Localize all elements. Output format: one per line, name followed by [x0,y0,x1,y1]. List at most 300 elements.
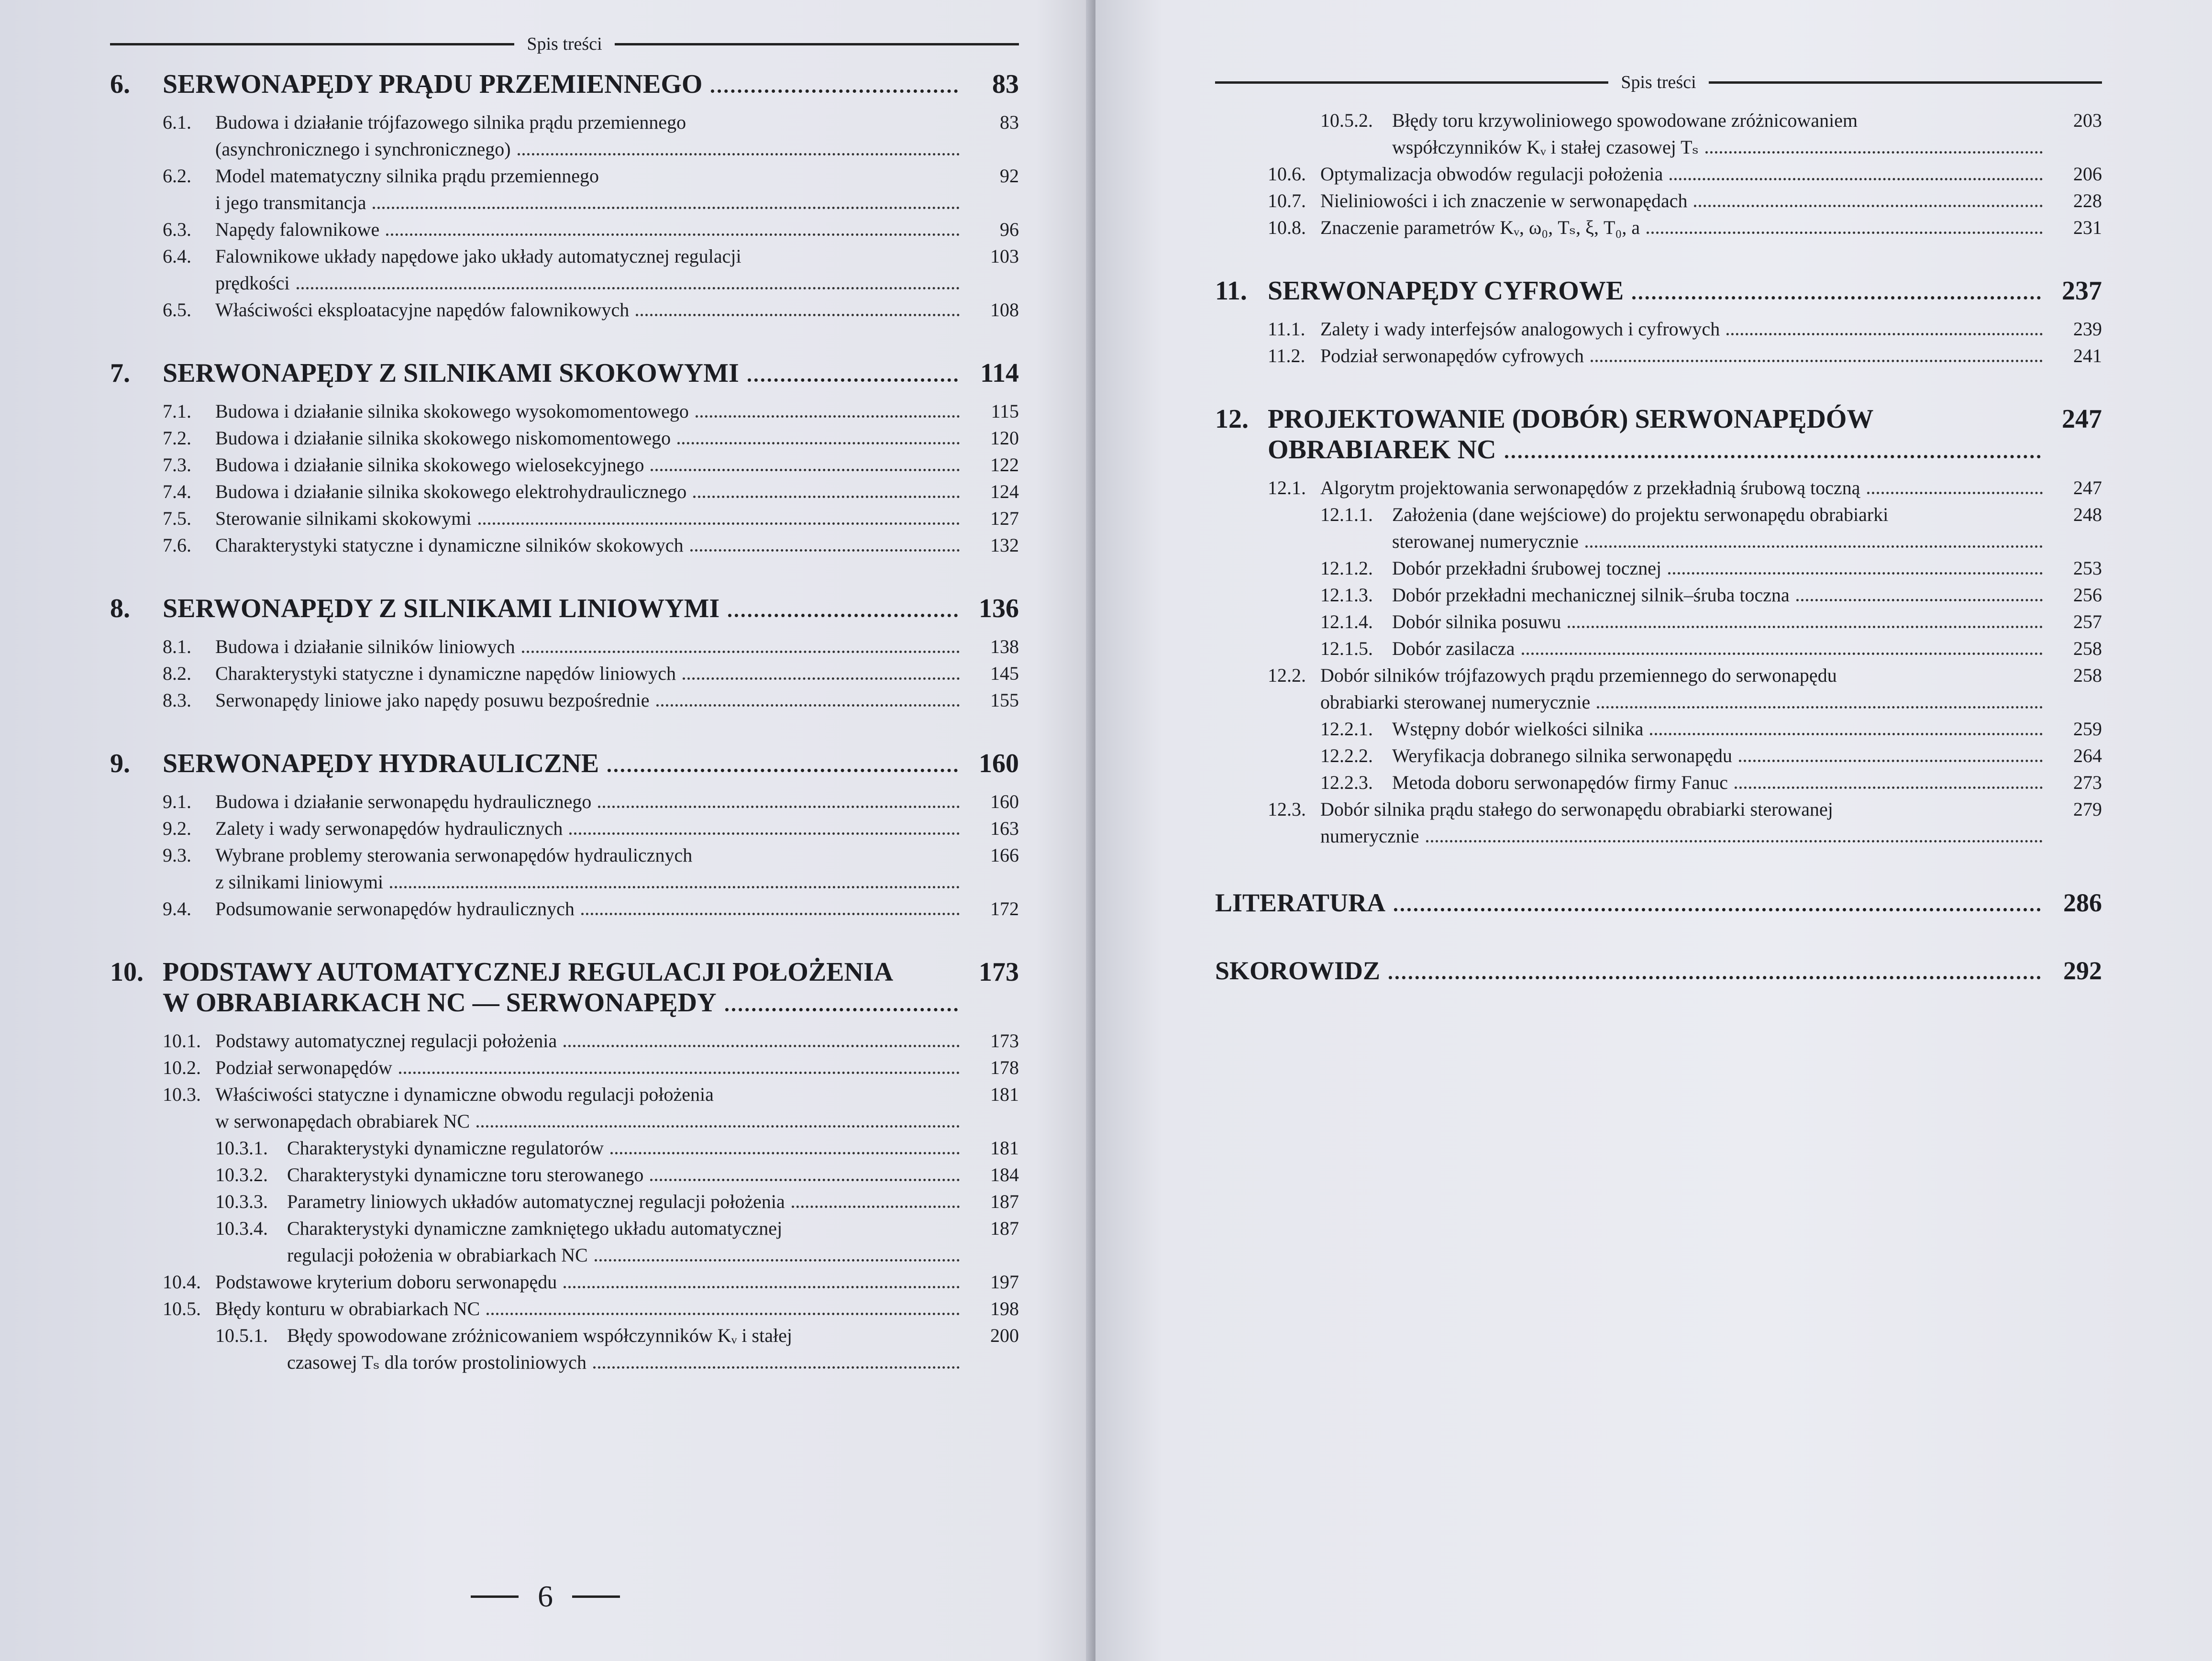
toc-entry [1215,716,2102,742]
back-matter-title: LITERATURA [1215,888,1386,917]
entry-title-text: Znaczenie parametrów Kᵥ, ω₀, Tₛ, ξ, T₀, a [1320,217,1640,238]
running-head-left [110,33,1019,55]
entry-number: 9.3. [163,844,191,866]
entry-page: 108 [990,299,1019,321]
entry-page: 120 [990,427,1019,449]
entry-title-text: Charakterystyki statyczne i dynamiczne napędów liniowych [215,663,676,684]
entry-title-line: Dobór silników trójfazowych prądu przemiennego do serwonapędu [1320,664,1837,686]
entry-page: 124 [990,481,1019,502]
back-matter-entry [1215,956,2102,986]
back-matter-entry [1215,888,2102,918]
entry-page: 197 [990,1271,1019,1293]
dot-leader [1591,360,2043,362]
chapter-page: 160 [979,749,1019,778]
chapter-page: 83 [992,69,1019,99]
chapter-title [1268,276,2049,306]
dot-leader [478,522,960,525]
chapter-heading [110,593,1019,624]
dot-leader [595,1259,960,1262]
entry-number: 7.3. [163,454,191,476]
entry-page: 96 [1000,219,1019,240]
entry-title [215,216,966,243]
toc-entry [110,1322,1019,1376]
dot-leader [1632,296,2041,299]
entry-number: 9.4. [163,898,191,919]
chapter-title-line: W OBRABIARKACH NC — SERWONAPĘDY [163,988,717,1018]
dot-leader [1705,151,2043,154]
chapter-number: 7. [110,358,130,388]
chapter-heading [110,358,1019,388]
entry-title-text: Dobór przekładni śrubowej tocznej [1392,557,1662,579]
entry-title-text: Budowa i działanie silnika skokowego elektrohydraulicznego [215,481,687,502]
entry-title-line: obrabiarki sterowanej numerycznie [1320,691,1591,713]
back-matter-title: SKOROWIDZ [1215,956,1381,985]
dot-leader [1670,178,2043,180]
entry-page: 187 [990,1191,1019,1212]
dot-leader [1522,653,2043,655]
toc-entry [110,1135,1019,1162]
entry-page: 181 [990,1084,1019,1105]
toc-entry [110,243,1019,297]
dot-leader [593,1366,960,1369]
entry-title [215,842,966,896]
dot-leader [1389,976,2041,979]
entry-title-line [1320,823,2049,850]
dot-leader [696,415,960,418]
entry-page: 203 [2073,110,2102,131]
toc-entry [1215,107,2102,161]
dot-leader [373,207,960,209]
entry-page: 264 [2073,745,2102,766]
dot-leader [1597,706,2043,709]
entry-number: 9.2. [163,818,191,839]
entry-title-text: Podstawowe kryterium doboru serwonapędu [215,1271,557,1293]
toc-entry [110,109,1019,163]
dot-leader [1426,840,2043,842]
chapter-number: 8. [110,594,130,623]
entry-title [215,109,966,163]
entry-number: 10.5. [163,1298,201,1319]
toc-entry [110,815,1019,842]
entry-number: 12.1.1. [1320,504,1373,525]
dot-leader [711,89,958,93]
chapter-title-line [163,987,966,1018]
chapter-page: 247 [2062,404,2102,434]
head-rule [110,43,514,45]
entry-title [287,1135,966,1162]
dot-leader [1735,786,2043,789]
entry-number: 10.6. [1268,163,1306,185]
entry-page: 145 [990,663,1019,684]
entry-title [215,1296,966,1322]
entry-title [215,633,966,660]
entry-title [215,1269,966,1296]
entry-title [1320,343,2049,369]
toc-entry [110,163,1019,216]
entry-title-text: Weryfikacja dobranego silnika serwonapędu [1392,745,1732,766]
entry-page: 178 [990,1057,1019,1078]
dot-leader [522,651,960,653]
entry-title-text: Optymalizacja obwodów regulacji położenia [1320,163,1663,185]
dot-leader [1585,545,2043,548]
dot-leader [608,769,958,772]
entry-page: 231 [2073,217,2102,238]
entry-number: 8.1. [163,636,191,657]
dot-leader [1739,760,2043,762]
entry-title [215,687,966,714]
entry-title [1392,769,2049,796]
dot-leader [1796,599,2043,601]
toc-entry [110,398,1019,425]
chapter-title-text: SERWONAPĘDY HYDRAULICZNE [163,749,599,778]
dot-leader [390,886,960,888]
entry-title-text: Błędy konturu w obrabiarkach NC [215,1298,480,1319]
chapter-number: 12. [1215,404,1249,434]
dot-leader [677,442,960,444]
entry-title-line [287,1349,966,1376]
entry-page: 83 [1000,111,1019,133]
back-matter [1215,888,2102,986]
entry-title-text: Podział serwonapędów cyfrowych [1320,345,1584,366]
entry-title [215,243,966,297]
entry-title [215,452,966,478]
entry-title [215,297,966,323]
chapter-title [163,69,966,100]
dot-leader [636,314,960,316]
toc-entry [110,1081,1019,1135]
entry-title [1320,796,2049,850]
entry-title-text: Zalety i wady serwonapędów hydraulicznych [215,818,563,839]
entry-title [1392,582,2049,609]
entry-title-line [287,1242,966,1269]
entry-title-line: z silnikami liniowymi [215,871,384,893]
toc-entry [1215,582,2102,609]
dot-leader [1647,232,2043,234]
entry-title-text: Budowa i działanie serwonapędu hydraulicznego [215,791,592,812]
chapter-title-text: SERWONAPĘDY PRĄDU PRZEMIENNEGO [163,69,703,99]
chapter-number: 10. [110,957,144,987]
toc-entry [1215,501,2102,555]
entry-title [287,1162,966,1188]
entry-title-text: Dobór zasilacza [1392,638,1515,659]
entry-title [215,505,966,532]
entry-page: 155 [990,689,1019,711]
entry-number: 10.4. [163,1271,201,1293]
toc-entry [110,1296,1019,1322]
entry-title [215,896,966,922]
dot-leader [693,496,960,498]
dot-leader [728,614,958,617]
dot-leader [1668,572,2043,575]
entry-title [215,1028,966,1054]
right-page [1095,0,2212,1661]
dot-leader [1694,205,2043,207]
chapter-heading [110,69,1019,100]
folio [0,1579,1091,1614]
running-head-text: Spis treści [1621,72,1696,92]
left-page [0,0,1091,1661]
toc-entry [110,297,1019,323]
entry-title-line: i jego transmitancja [215,192,366,213]
entry-page: 206 [2073,163,2102,185]
entry-title [1392,501,2049,555]
page-number: 6 [538,1579,553,1613]
entry-title-text: Charakterystyki dynamiczne toru sterowanego [287,1164,644,1185]
entry-title-text: Wstępny dobór wielkości silnika [1392,718,1644,740]
chapter-title-line [1268,434,2049,465]
entry-number: 12.1.5. [1320,638,1373,659]
dot-leader [518,153,960,155]
dot-leader [476,1125,960,1128]
dot-leader [656,704,960,707]
entry-title [1320,188,2049,214]
entry-page: 259 [2073,718,2102,740]
entry-title-text: Podsumowanie serwonapędów hydraulicznych [215,898,575,919]
entry-number: 12.2. [1268,664,1306,686]
toc-entry [1215,635,2102,662]
chapter-title [1268,404,2049,465]
toc-entry [110,1028,1019,1054]
chapter-heading [110,957,1019,1018]
chapter-title-text: SERWONAPĘDY CYFROWE [1268,276,1624,306]
chapter-title [163,957,966,1018]
entry-title-line: Błędy spowodowane zróżnicowaniem współczynników Kᵥ i stałej [287,1325,792,1346]
toc-entry [110,216,1019,243]
toc-entry [1215,343,2102,369]
toc-entry [1215,662,2102,716]
dot-leader [569,832,960,835]
entry-title-text: Budowa i działanie silnika skokowego niskomomentowego [215,427,671,449]
toc-entry [110,687,1019,714]
dot-leader [1650,733,2043,735]
entry-title-text: Dobór przekładni mechanicznej silnik–śruba toczna [1392,584,1790,606]
entry-number: 10.1. [163,1030,201,1052]
dot-leader [1505,455,2041,458]
toc-entry [110,633,1019,660]
entry-title-line: Model matematyczny silnika prądu przemiennego [215,165,599,187]
dot-leader [650,1179,960,1181]
head-rule [1709,81,2102,84]
entry-title [215,163,966,216]
entry-title [215,532,966,559]
entry-page: 173 [990,1030,1019,1052]
entry-title-line [1392,528,2049,555]
entry-title [1392,555,2049,582]
chapter-heading [110,748,1019,779]
dot-leader [610,1152,960,1154]
chapter-title-text: SERWONAPĘDY Z SILNIKAMI LINIOWYMI [163,594,720,623]
entry-number: 12.1.4. [1320,611,1373,632]
entry-number: 10.5.2. [1320,110,1373,131]
toc-entry [110,425,1019,452]
back-matter-page: 292 [2063,956,2102,985]
entry-page: 198 [990,1298,1019,1319]
head-rule [1215,81,1608,84]
entry-title [215,478,966,505]
entry-number: 12.1.3. [1320,584,1373,606]
toc-entry [110,1162,1019,1188]
entry-title-line: czasowej Tₛ dla torów prostoliniowych [287,1351,586,1373]
chapter-page: 173 [979,957,1019,987]
toc-entry [110,532,1019,559]
entry-number: 7.1. [163,400,191,422]
entry-number: 10.3. [163,1084,201,1105]
entry-page: 239 [2073,318,2102,340]
entry-page: 279 [2073,798,2102,820]
entry-number: 10.3.3. [215,1191,268,1212]
chapter-title [163,748,966,779]
chapter-title-line: OBRABIAREK NC [1268,435,1496,465]
entry-title [215,660,966,687]
entry-title [215,398,966,425]
chapter-page: 237 [2062,276,2102,306]
entry-title [287,1188,966,1215]
entry-page: 228 [2073,190,2102,211]
entry-title [1320,214,2049,241]
entry-number: 6.2. [163,165,191,187]
entry-title-line: prędkości [215,272,290,294]
entry-title-text: Zalety i wady interfejsów analogowych i cyfrowych [1320,318,1720,340]
entry-number: 12.3. [1268,798,1306,820]
entry-number: 11.2. [1268,345,1305,366]
entry-title-line: Właściwości statyczne i dynamiczne obwodu regulacji położenia [215,1084,714,1105]
dot-leader [651,469,960,471]
dot-leader [748,378,958,382]
entry-number: 12.2.2. [1320,745,1373,766]
head-rule [615,43,1019,45]
entry-title [1392,635,2049,662]
entry-title-line [215,270,966,297]
entry-number: 6.4. [163,245,191,267]
entry-title [1320,316,2049,343]
entry-page: 92 [1000,165,1019,187]
toc-entry [110,1188,1019,1215]
chapter-number: 11. [1215,276,1247,306]
entry-number: 6.5. [163,299,191,321]
entry-title-line: Wybrane problemy sterowania serwonapędów hydraulicznych [215,844,693,866]
entry-page: 184 [990,1164,1019,1185]
entry-number: 10.3.2. [215,1164,268,1185]
folio-dash [471,1595,519,1598]
entry-title [215,788,966,815]
entry-page: 248 [2073,504,2102,525]
entry-page: 160 [990,791,1019,812]
entry-title-line: Charakterystyki dynamiczne zamkniętego układu automatycznej [287,1218,783,1239]
entry-title-line: (asynchronicznego i synchronicznego) [215,138,511,160]
toc-entry [1215,555,2102,582]
chapter-title [163,358,966,388]
entry-title [215,1054,966,1081]
entry-title [1320,475,2049,501]
entry-page: 172 [990,898,1019,919]
folio-dash [572,1595,620,1598]
entry-title-text: Nieliniowości i ich znaczenie w serwonapędach [1320,190,1688,211]
toc-entry [1215,609,2102,635]
chapter-number: 9. [110,749,130,778]
dot-leader [690,549,960,552]
chapter-page: 114 [980,358,1019,388]
entry-page: 258 [2073,664,2102,686]
entry-number: 7.2. [163,427,191,449]
entry-title-line: Błędy toru krzywoliniowego spowodowane zróżnicowaniem [1392,110,1858,131]
dot-leader [564,1045,960,1047]
entry-number: 12.1.2. [1320,557,1373,579]
entry-page: 253 [2073,557,2102,579]
entry-page: 257 [2073,611,2102,632]
left-toc [110,69,1019,1376]
entry-page: 187 [990,1218,1019,1239]
chapter-page: 136 [979,594,1019,623]
entry-page: 256 [2073,584,2102,606]
entry-number: 8.2. [163,663,191,684]
entry-title-text: Napędy falownikowe [215,219,380,240]
toc-entry [110,1054,1019,1081]
dot-leader [1726,333,2043,335]
entry-title-text: Parametry liniowych układów automatycznej regulacji położenia [287,1191,785,1212]
toc-entry [110,660,1019,687]
entry-page: 166 [990,844,1019,866]
toc-entry [110,788,1019,815]
entry-title [215,425,966,452]
dot-leader [487,1313,960,1315]
toc-entry [1215,214,2102,241]
entry-title-text: Budowa i działanie silnika skokowego wielosekcyjnego [215,454,644,476]
entry-title-text: Podział serwonapędów [215,1057,392,1078]
toc-entry [110,842,1019,896]
entry-title-line: współczynników Kᵥ i stałej czasowej Tₛ [1392,136,1699,158]
entry-number: 10.5.1. [215,1325,268,1346]
entry-title [1320,662,2049,716]
entry-page: 200 [990,1325,1019,1346]
entry-title [1392,107,2049,161]
toc-entry [1215,475,2102,501]
entry-title-text: Dobór silnika posuwu [1392,611,1561,632]
entry-title-line: numerycznie [1320,825,1419,847]
entry-number: 10.3.4. [215,1218,268,1239]
toc-entry [1215,161,2102,188]
entry-page: 247 [2073,477,2102,498]
dot-leader [1568,626,2043,628]
dot-leader [297,287,960,289]
entry-title-line: sterowanej numerycznie [1392,531,1579,552]
chapter-heading [1215,276,2102,306]
toc-entry [110,1269,1019,1296]
toc-entry [1215,769,2102,796]
entry-title-line: regulacji położenia w obrabiarkach NC [287,1244,588,1266]
entry-page: 127 [990,508,1019,529]
entry-title-line [215,869,966,896]
entry-number: 10.2. [163,1057,201,1078]
entry-title-line [215,1108,966,1135]
dot-leader [598,806,960,808]
entry-page: 258 [2073,638,2102,659]
entry-page: 181 [990,1137,1019,1159]
toc-entry [1215,796,2102,850]
entry-title-text: Metoda doboru serwonapędów firmy Fanuc [1392,772,1728,793]
chapter-title-text: SERWONAPĘDY Z SILNIKAMI SKOKOWYMI [163,358,739,388]
toc-entry [1215,316,2102,343]
entry-number: 11.1. [1268,318,1305,340]
entry-title [1320,161,2049,188]
entry-title [215,815,966,842]
toc-entry [110,478,1019,505]
entry-number: 12.2.1. [1320,718,1373,740]
entry-title [1392,716,2049,742]
toc-entry [110,896,1019,922]
dot-leader [1867,492,2043,494]
chapter-number: 6. [110,69,130,99]
entry-page: 273 [2073,772,2102,793]
